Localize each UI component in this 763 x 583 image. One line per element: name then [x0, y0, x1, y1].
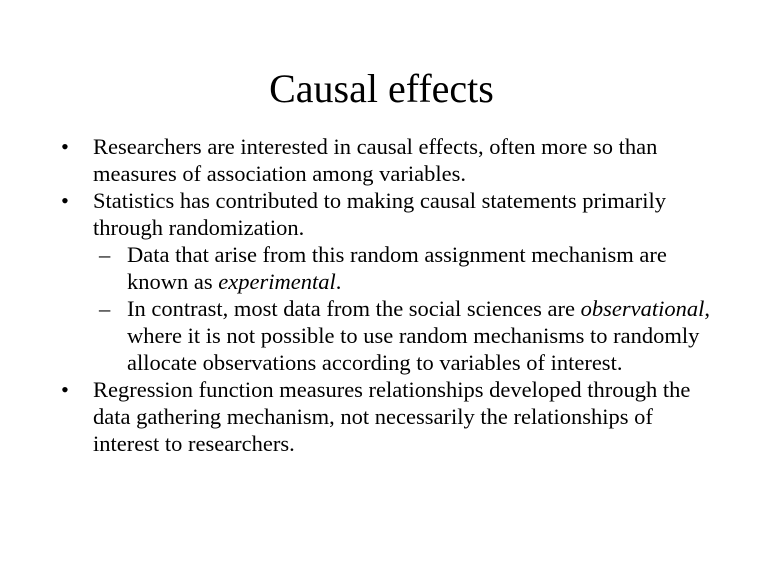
sub-item-2-2-text-before: In contrast, most data from the social sciences are [127, 296, 581, 321]
bullet-item-2 [0, 187, 693, 241]
bullet-item-1-text: Researchers are interested in causal effects, often more so than measures of association among variables. [93, 134, 658, 186]
bullet-item-3-text: Regression function measures relationships developed through the data gathering mechanism, not necessarily the relationships of interest to researchers. [93, 377, 691, 456]
sub-item-2-2-text-after: , where it is not possible to use random mechanisms to randomly allocate observations according to variables of interest. [127, 296, 710, 375]
slide-body [0, 133, 763, 457]
sub-item-2-2-emphasis: observational [580, 296, 705, 321]
bullet-item-1 [0, 133, 693, 187]
bullet-icon: • [61, 188, 69, 213]
dash-icon: – [99, 296, 111, 321]
sub-item-2-1-emphasis: experimental [218, 269, 336, 294]
sub-item-2-1-text-before: Data that arise from this random assignment mechanism are known as [127, 242, 667, 294]
bullet-icon: • [61, 134, 69, 159]
bullet-item-3 [0, 376, 693, 457]
dash-icon: – [99, 242, 111, 267]
sub-item-2-2 [0, 295, 717, 376]
slide-title: Causal effects [269, 66, 494, 111]
bullet-icon: • [61, 377, 69, 402]
sub-item-2-1-text-after: . [335, 269, 342, 294]
sub-item-2-1 [0, 241, 717, 295]
bullet-item-2-text: Statistics has contributed to making causal statements primarily through randomization. [93, 188, 667, 240]
